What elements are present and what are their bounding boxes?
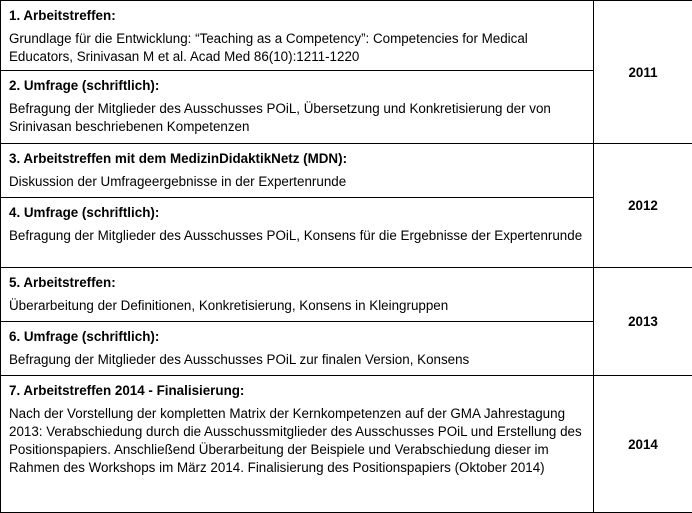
table-row: [1, 322, 692, 376]
step-cell-1: [1, 1, 594, 71]
step-title: 6. Umfrage (schriftlich):: [9, 328, 585, 346]
year-cell-2012: 2012: [594, 144, 692, 268]
step-description: Nach der Vorstellung der kompletten Matrix der Kernkompetenzen auf der GMA Jahrestagung 2013: Verabschiedung durch die Ausschussmitglieder des Ausschusses POiL und Erstellung des Positionspapiers. Anschließend Überarbeitung der Beispiele und Verabschiedung dieser im Rahmen des Workshops im März 2014. Finalisierung des Positionspapiers (Oktober 2014): [9, 405, 585, 477]
step-description: Grundlage für die Entwicklung: “Teaching as a Competency”: Competencies for Medical Educators, Srinivasan M et al. Acad Med 86(10):1211-1220: [9, 30, 585, 66]
step-description: Befragung der Mitglieder des Ausschusses POiL, Übersetzung und Konkretisierung der von Srinivasan beschriebenen Kompetenzen: [9, 100, 585, 136]
step-cell-5: [1, 268, 594, 322]
year-cell-2011: 2011: [594, 1, 692, 144]
step-description: Befragung der Mitglieder des Ausschusses POiL, Konsens für die Ergebnisse der Expertenrunde: [9, 227, 585, 245]
step-cell-3: [1, 144, 594, 198]
table-row: [1, 144, 692, 198]
year-cell-2013: 2013: [594, 268, 692, 376]
step-title: 4. Umfrage (schriftlich):: [9, 204, 585, 222]
step-title: 5. Arbeitstreffen:: [9, 274, 585, 292]
year-cell-2014: 2014: [594, 376, 692, 513]
step-title: 7. Arbeitstreffen 2014 - Finalisierung:: [9, 382, 585, 400]
step-title: 3. Arbeitstreffen mit dem MedizinDidaktikNetz (MDN):: [9, 150, 585, 168]
table-row: [1, 71, 692, 144]
step-cell-4: [1, 198, 594, 268]
step-cell-2: [1, 71, 594, 144]
step-cell-7: [1, 376, 594, 513]
step-description: Überarbeitung der Definitionen, Konkretisierung, Konsens in Kleingruppen: [9, 297, 585, 315]
step-title: 2. Umfrage (schriftlich):: [9, 77, 585, 95]
table-row: [1, 376, 692, 513]
step-cell-6: [1, 322, 594, 376]
table-row: [1, 268, 692, 322]
table-row: [1, 1, 692, 71]
step-title: 1. Arbeitstreffen:: [9, 7, 585, 25]
step-description: Befragung der Mitglieder des Ausschusses POiL zur finalen Version, Konsens: [9, 351, 585, 369]
step-description: Diskussion der Umfrageergebnisse in der Expertenrunde: [9, 173, 585, 191]
table-row: [1, 198, 692, 268]
